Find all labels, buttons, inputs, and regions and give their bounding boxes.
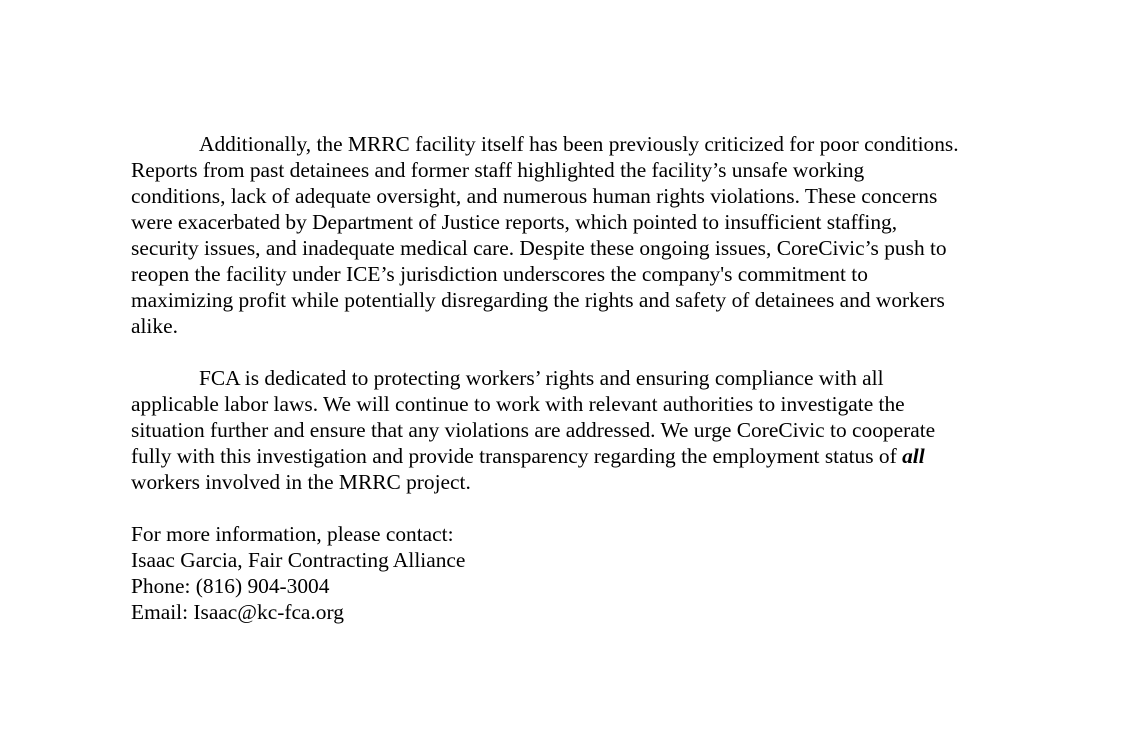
- contact-name-org: Isaac Garcia, Fair Contracting Alliance: [131, 548, 466, 572]
- paragraph-line: situation further and ensure that any violations are addressed. We urge CoreCivic to cooperate: [131, 418, 936, 442]
- paragraph-line-text: fully with this investigation and provide transparency regarding the employment status of: [131, 444, 903, 468]
- contact-phone: Phone: (816) 904-3004: [131, 574, 330, 598]
- contact-heading: For more information, please contact:: [131, 522, 454, 546]
- paragraph-line: maximizing profit while potentially disregarding the rights and safety of detainees and workers: [131, 288, 945, 312]
- document-page: [131, 131, 1011, 625]
- paragraph-line: were exacerbated by Department of Justice reports, which pointed to insufficient staffing,: [131, 210, 898, 234]
- emphasis-text: all: [902, 444, 925, 468]
- contact-block: [131, 521, 1011, 625]
- contact-email: Email: Isaac@kc-fca.org: [131, 600, 344, 624]
- paragraph-spacer: [131, 495, 1011, 521]
- paragraph-fca-commitment: [131, 365, 1011, 495]
- paragraph-line: alike.: [131, 314, 178, 338]
- paragraph-line: reopen the facility under ICE’s jurisdiction underscores the company's commitment to: [131, 262, 868, 286]
- paragraph-line: Reports from past detainees and former staff highlighted the facility’s unsafe working: [131, 158, 865, 182]
- paragraph-line: security issues, and inadequate medical care. Despite these ongoing issues, CoreCivic’s push to: [131, 236, 947, 260]
- paragraph-line: workers involved in the MRRC project.: [131, 470, 471, 494]
- paragraph-line: applicable labor laws. We will continue to work with relevant authorities to investigate the: [131, 392, 905, 416]
- paragraph-line: FCA is dedicated to protecting workers’ rights and ensuring compliance with all: [199, 366, 884, 390]
- paragraph-line: conditions, lack of adequate oversight, and numerous human rights violations. These concerns: [131, 184, 938, 208]
- paragraph-line-with-emphasis: [131, 443, 1011, 469]
- paragraph-line: Additionally, the MRRC facility itself has been previously criticized for poor conditions.: [199, 132, 959, 156]
- paragraph-spacer: [131, 339, 1011, 365]
- paragraph-facility-conditions: [131, 131, 1011, 339]
